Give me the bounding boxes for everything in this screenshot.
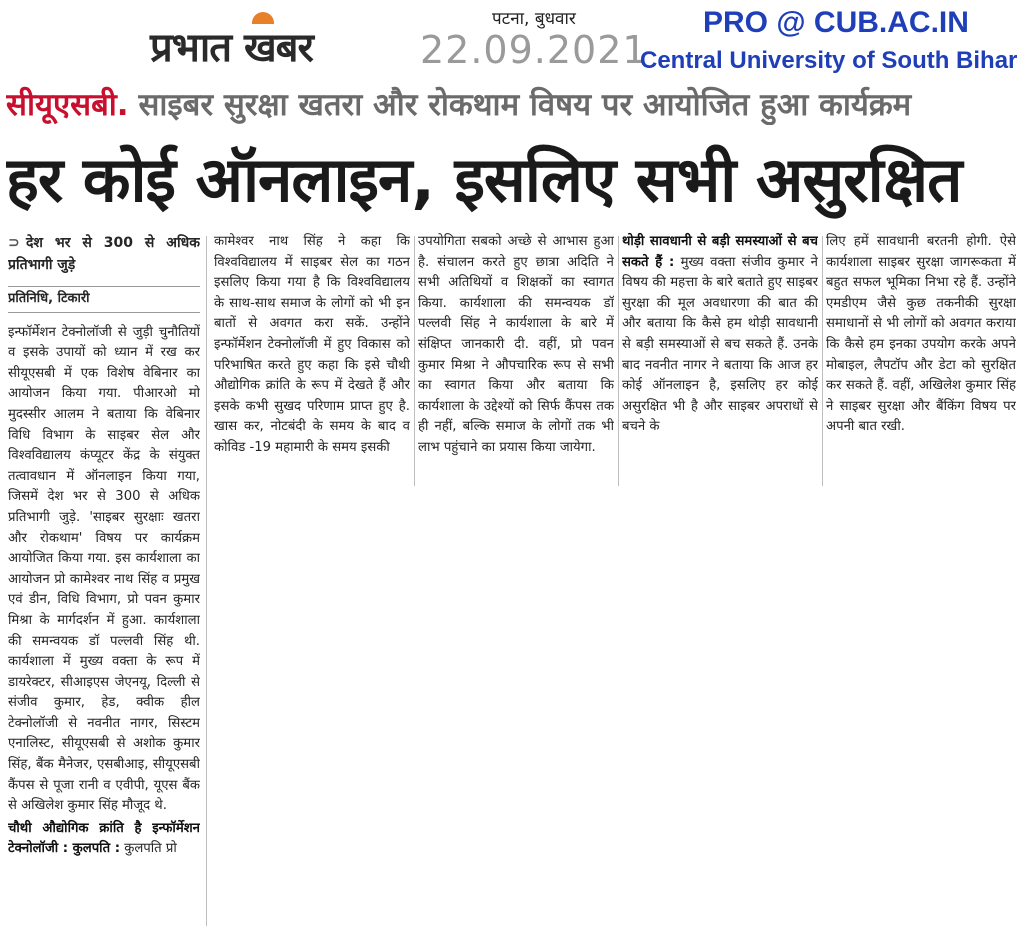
- column-text-tail: कुलपति प्रो: [124, 841, 177, 857]
- kicker-text: साइबर सुरक्षा खतरा और रोकथाम विषय पर आयोजित हुआ कार्यक्रम: [138, 87, 912, 123]
- dateline: पटना, बुधवार: [492, 9, 576, 29]
- column-text: इन्फॉर्मेशन टेक्नोलॉजी से जुड़ी चुनौतियों व इसके उपायों को ध्यान में रख कर सीयूएसबी में एक विशेष वेबिनार का आयोजन किया गया. पीआरओ मो मुदस्सीर आलम ने बताया कि वेबिनार विधि विभाग के साइबर सेल और विश्वविद्यालय कंप्यूटर केंद्र के संयुक्त तत्वावधान में ऑनलाइन किया गया, जिसमें देश भर से 300 से अधिक प्रतिभागी जुड़े. 'साइबर सुरक्षाः खतरा और रोकथाम' विषय पर कार्यक्रम आयोजित किया गया. इस कार्यशाला का आयोजन प्रो कामेश्वर नाथ सिंह व प्रमुख एवं डीन, विधि विभाग, प्रो पवन कुमार मिश्रा के मार्गदर्शन में हुआ. कार्यशाला की समन्वयक डॉ पल्लवी सिंह थी. कार्यशाला में मुख्य वक्ता के रूप में डायरेक्टर, सीआइएस जेएनयू, दिल्ली से संजीव कुमार, हेड, क्वीक हील टेक्नोलॉजी से नवनीत नागर, सिस्टम एनालिस्ट, सीयूएसबी से अशोक कुमार सिंह, बैंक मैनेजर, एसबीआइ, सीयूएसबी कैंपस से पूजा रानी व एवीपी, यूएस बैंक से अखिलेश कुमार सिंह मौजूद थे.: [8, 324, 200, 814]
- article-column-5: [826, 232, 1016, 482]
- pro-email: PRO @ CUB.AC.IN: [703, 6, 969, 39]
- article-column-4: [622, 232, 818, 482]
- article-body: [0, 232, 1024, 922]
- headline: हर कोई ऑनलाइन, इसलिए सभी असुरक्षित: [6, 143, 962, 216]
- article-highlight: [8, 232, 200, 276]
- column-text: कामेश्वर नाथ सिंह ने कहा कि विश्वविद्यालय में साइबर सेल का गठन इसलिए किया गया है कि विश्वविद्यालय के साथ-साथ समाज के लोगों को भी इन बातों से अवगत करा सकें. उन्होंने इन्फॉर्मेशन टेक्नोलॉजी में हुए विकास को परिभाषित करते हुए कहा कि इसे चौथी औद्योगिक क्रांति के रूप में देखते हैं और इसके कभी सुखद परिणाम प्राप्त हुए है. खास कर, नोटबंदी के समय के बाद व कोविड -19 महामारी के समय इसकी: [214, 234, 410, 455]
- publication-date: 22.09.2021: [420, 28, 648, 72]
- article-column-1: [8, 232, 200, 922]
- column-subhead: चौथी औद्योगिक क्रांति है इन्फॉर्मेशन टेक्नोलॉजी : कुलपति :: [8, 820, 200, 857]
- column-text: लिए हमें सावधानी बरतनी होगी. ऐसे कार्यशाला साइबर सुरक्षा जागरूकता में बहुत सफल भूमिका निभा रहे हैं. उन्होंने एमडीएम जैसे कुछ तकनीकी सुरक्षा समाधानों से भी लोगों को अवगत कराया कि कैसे हम इनका उपयोग करके अपने मोबाइल, लैपटॉप और डेटा को सुरक्षित कर सकते हैं. वहीं, अखिलेश कुमार सिंह ने साइबर सुरक्षा और बैंकिंग विषय पर अपनी बात रखी.: [826, 234, 1016, 435]
- column-text: उपयोगिता सबको अच्छे से आभास हुआ है. संचालन करते हुए छात्रा अदिति ने सभी अतिथियों व शिक्षकों का स्वागत किया. कार्यशाला की समन्वयक डॉ पल्लवी सिंह ने कार्यशाला के बारे में संक्षिप्त जानकारी दी. वहीं, प्रो पवन कुमार मिश्रा ने औपचारिक रूप से सभी का स्वागत किया और बताया कि कार्यशाला के उद्देश्यों को सिर्फ कैंपस तक ही नहीं, बल्कि समाज के लोगों तक भी लाभ पहुंचाने का प्रयास किया जायेगा.: [418, 234, 614, 455]
- byline: प्रतिनिधि, टिकारी: [8, 286, 200, 313]
- column-text: मुख्य वक्ता संजीव कुमार ने विषय की महत्ता के बारे बताते हुए साइबर सुरक्षा की मूल अवधारणा की बात की और बताया कि कैसे हम थोड़ी सावधानी से बड़ी समस्याओं से बच सकते हैं. उनके बाद नवनीत नागर ने बताया कि आज हर कोई ऑनलाइन है, इसलिए हर कोई असुरक्षित भी है और साइबर अपराधों से बचने के: [622, 254, 818, 435]
- article-column-3: [418, 232, 614, 482]
- newspaper-logo: प्रभात खबर: [150, 25, 313, 71]
- column-subhead: थोड़ी सावधानी से बड़ी समस्याओं से बच सकते हैं :: [622, 234, 818, 270]
- university-name: Central University of South Bihar: [640, 47, 1018, 74]
- kicker-prefix: सीयूएसबी.: [6, 87, 129, 123]
- kicker-line: [6, 83, 1018, 125]
- article-column-2: [214, 232, 410, 482]
- masthead: [0, 0, 1024, 82]
- arrow-icon: ⊃: [8, 235, 20, 251]
- highlight-text: देश भर से 300 से अधिक प्रतिभागी जुड़े: [8, 235, 200, 273]
